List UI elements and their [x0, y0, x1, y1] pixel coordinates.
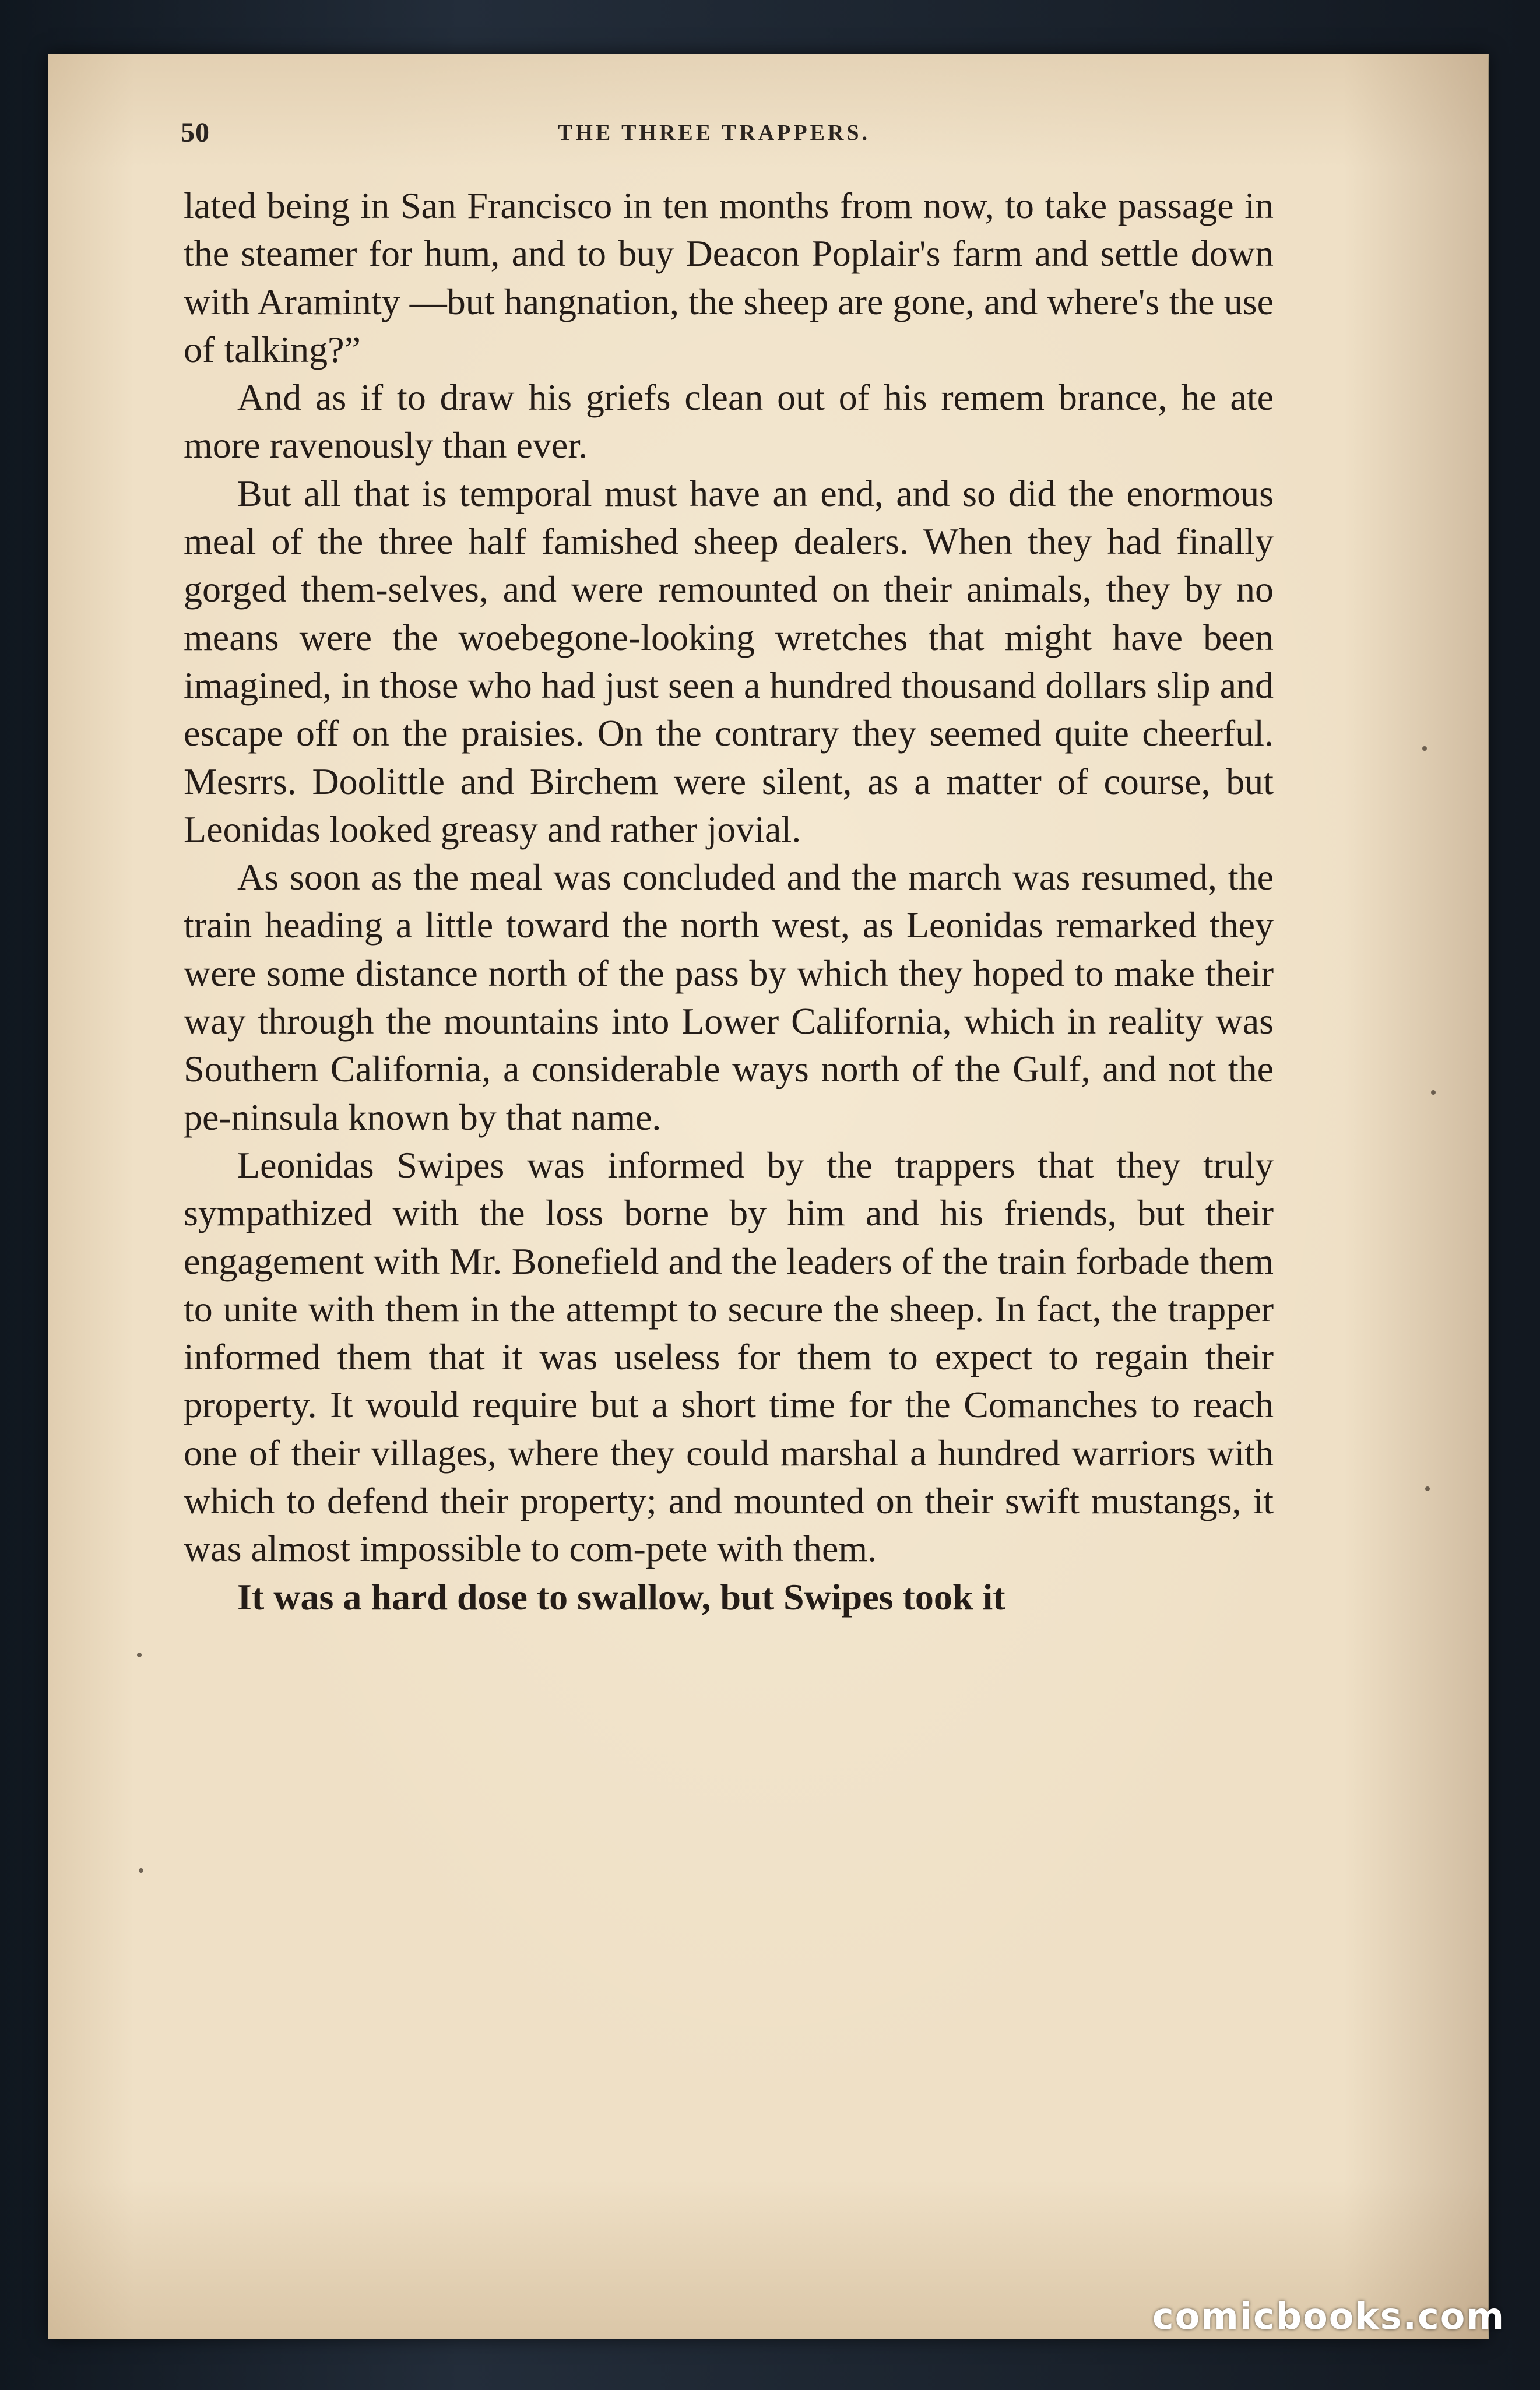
- paragraph-1: lated being in San Francisco in ten months from now, to take passage in the steamer for hum, and to buy Deacon Poplair's farm and settle down with Araminty —but hangnation, the sheep are gone, and where's the use of talking?”: [184, 185, 1274, 370]
- paragraph-6: It was a hard dose to swallow, but Swipes took it: [237, 1576, 1005, 1618]
- book-title: THE THREE TRAPPERS.: [558, 121, 870, 145]
- running-head: [131, 117, 1297, 152]
- paragraph-2: And as if to draw his griefs clean out of his remem brance, he ate more ravenously than ever.: [184, 377, 1274, 466]
- paper-speck: [1425, 1486, 1430, 1491]
- paper-speck: [137, 1653, 142, 1657]
- body-text: [184, 182, 1274, 1621]
- paper-speck: [1431, 1090, 1436, 1095]
- paper-speck: [139, 1868, 143, 1873]
- page-number: 50: [181, 117, 210, 148]
- paragraph-4: As soon as the meal was concluded and the march was resumed, the train heading a little toward the north west, as Leonidas remarked they were some distance north of the pass by which they hoped to make their way through the mountains into Lower California, which in reality was Southern California, a considerable ways north of the Gulf, and not the pe-ninsula known by that name.: [184, 856, 1274, 1138]
- watermark: comicbooks.com: [1152, 2295, 1505, 2338]
- paragraph-5: Leonidas Swipes was informed by the trappers that they truly sympathized with the loss borne by him and his friends, but their engagement with Mr. Bonefield and the leaders of the train forbade them to unite with them in the attempt to secure the sheep. In fact, the trapper informed them that it was useless for them to expect to regain their property. It would require but a short time for the Comanches to reach one of their villages, where they could marshal a hundred warriors with which to defend their property; and mounted on their swift mustangs, it was almost impossible to com-pete with them.: [184, 1144, 1274, 1570]
- paragraph-3: But all that is temporal must have an end, and so did the enormous meal of the three half famished sheep dealers. When they had finally gorged them-selves, and were remounted on their animals, they by no means were the woebegone-looking wretches that might have been imagined, in those who had just seen a hundred thousand dollars slip and escape off on the praisies. On the contrary they seemed quite cheerful. Mesrrs. Doolittle and Birchem were silent, as a matter of course, but Leonidas looked greasy and rather jovial.: [184, 472, 1274, 850]
- paper-speck: [1422, 746, 1427, 751]
